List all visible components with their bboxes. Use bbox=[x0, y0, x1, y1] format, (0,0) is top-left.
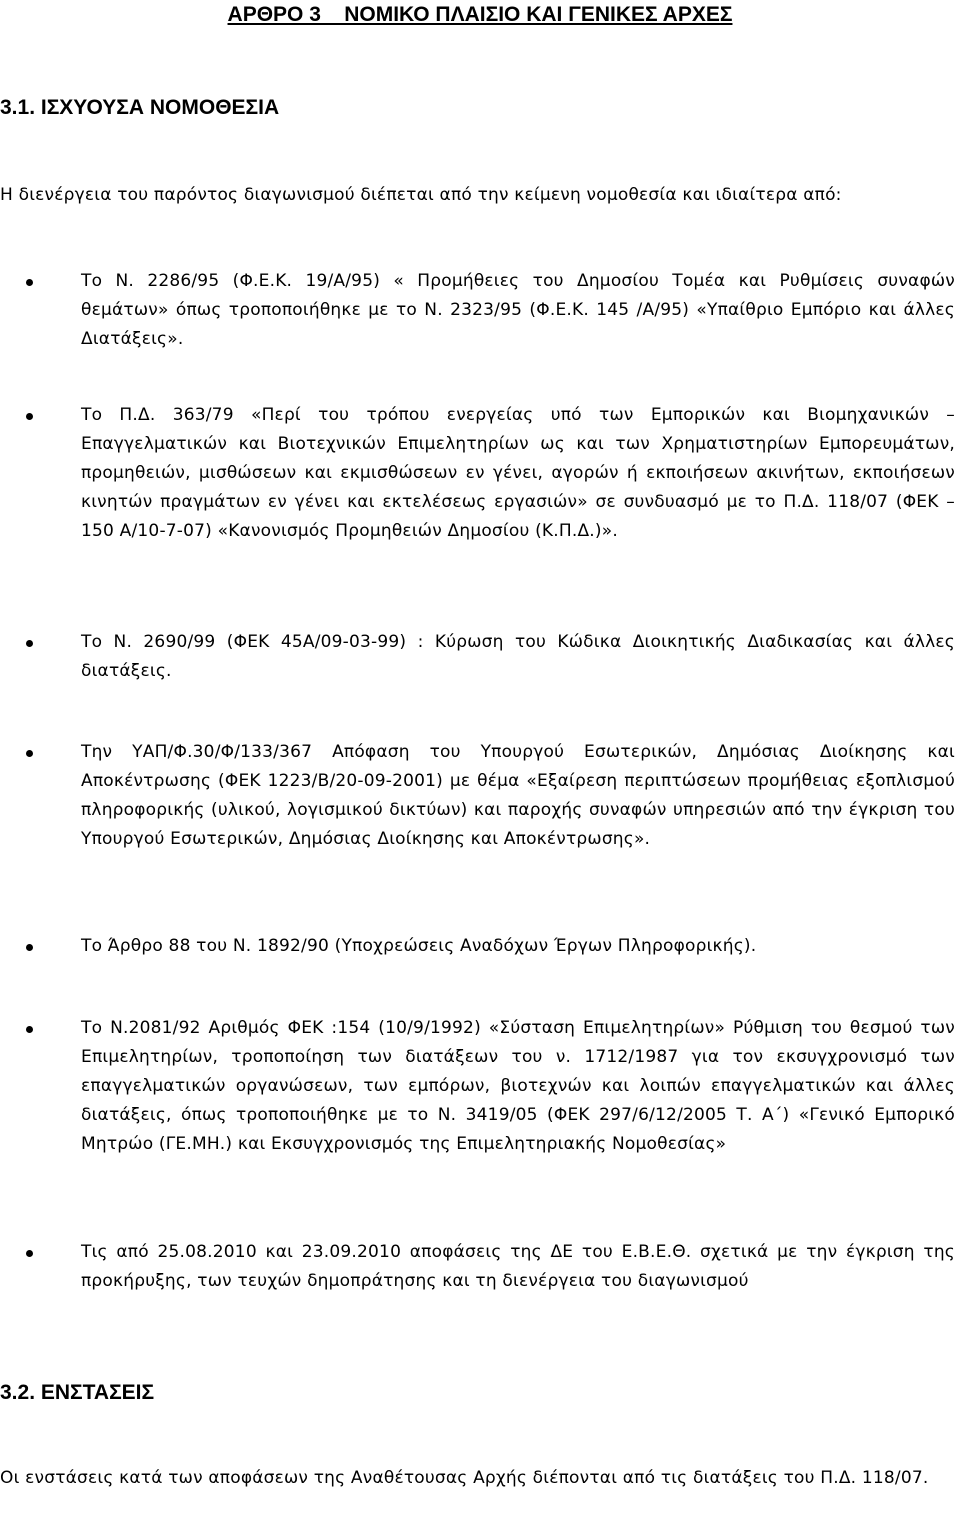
bullet-icon bbox=[26, 944, 33, 951]
list-item-text: Το Άρθρο 88 του Ν. 1892/90 (Υποχρεώσεις Αναδόχων Έργων Πληροφορικής). bbox=[81, 936, 757, 956]
list-item-text: Το Π.Δ. 363/79 «Περί του τρόπου ενεργείας υπό των Εμπορικών και Βιομηχανικών – Επαγγελματικών και Βιοτεχνικών Επιμελητηρίων ως και των Χρηματιστηρίων Εμπορευμάτων, προμηθειών, μισθώσεων και εκμισθώσεων εν γένει, αγορών ή εκποιήσεων ακινήτων, εκποιήσεων κινητών πραγμάτων εν γένει και εκτελέσεως εργασιών» σε συνδυασμό με το Π.Δ. 118/07 (ΦΕΚ – 150 Α/10-7-07) «Κανονισμός Προμηθειών Δημοσίου (Κ.Π.Δ.)». bbox=[81, 405, 955, 541]
bullet-icon bbox=[26, 640, 33, 647]
list-item-text: Το Ν.2081/92 Αριθμός ΦΕΚ :154 (10/9/1992) «Σύσταση Επιμελητηρίων» Ρύθμιση του θεσμού των Επιμελητηρίων, τροποποίηση των διατάξεων του ν. 1712/1987 για τον εκσυγχρονισμό των επαγγελματικών οργανώσεων, των εμπόρων, βιοτεχνών και λοιπών επαγγελματικών και άλλες διατάξεις, όπως τροποποιήθηκε με το Ν. 3419/05 (ΦΕΚ 297/6/12/2005 Τ. Α΄) «Γενικό Εμπορικό Μητρώο (ΓΕ.ΜΗ.) και Εκσυγχρονισμός της Επιμελητηριακής Νομοθεσίας» bbox=[81, 1018, 955, 1154]
section-heading-objections: 3.2. ΕΝΣΤΑΣΕΙΣ bbox=[0, 1381, 155, 1404]
bullet-icon bbox=[26, 413, 33, 420]
bullet-icon bbox=[26, 1250, 33, 1257]
bullet-icon bbox=[26, 279, 33, 286]
list-item-text: Το Ν. 2690/99 (ΦΕΚ 45Α/09-03-99) : Κύρωση του Κώδικα Διοικητικής Διαδικασίας και άλλες διατάξεις. bbox=[81, 632, 955, 681]
article-heading: ΑΡΘΡΟ 3 ΝΟΜΙΚΟ ΠΛΑΙΣΙΟ ΚΑΙ ΓΕΝΙΚΕΣ ΑΡΧΕΣ bbox=[227, 3, 733, 26]
objections-paragraph: Οι ενστάσεις κατά των αποφάσεων της Αναθέτουσας Αρχής διέπονται από τις διατάξεις του Π.Δ. 118/07. bbox=[0, 1468, 929, 1488]
list-item-text: Την ΥΑΠ/Φ.30/Φ/133/367 Απόφαση του Υπουργού Εσωτερικών, Δημόσιας Διοίκησης και Αποκέντρωσης (ΦΕΚ 1223/Β/20-09-2001) με θέμα «Εξαίρεση περιπτώσεων προμήθειας εξοπλισμού πληροφορικής (υλικού, λογισμικού δικτύων) και παροχής συναφών υπηρεσιών από την έγκριση του Υπουργού Εσωτερικών, Δημόσιας Διοίκησης και Αποκέντρωσης». bbox=[81, 742, 955, 849]
list-item-text: Τις από 25.08.2010 και 23.09.2010 αποφάσεις της ΔΕ του Ε.Β.Ε.Θ. σχετικά με την έγκριση της προκήρυξης, των τευχών δημοπράτησης και τη διενέργεια του διαγωνισμού bbox=[81, 1242, 955, 1291]
bullet-icon bbox=[26, 1026, 33, 1033]
section-heading-legislation: 3.1. ΙΣΧΥΟΥΣΑ ΝΟΜΟΘΕΣΙΑ bbox=[0, 96, 280, 119]
intro-paragraph: Η διενέργεια του παρόντος διαγωνισμού διέπεται από την κείμενη νομοθεσία και ιδιαίτερα από: bbox=[0, 185, 842, 205]
list-item-text: Το Ν. 2286/95 (Φ.Ε.Κ. 19/Α/95) « Προμήθειες του Δημοσίου Τομέα και Ρυθμίσεις συναφών θεμάτων» όπως τροποποιήθηκε με το Ν. 2323/95 (Φ.Ε.Κ. 145 /Α/95) «Υπαίθριο Εμπόριο και άλλες Διατάξεις». bbox=[81, 271, 955, 349]
bullet-icon bbox=[26, 750, 33, 757]
